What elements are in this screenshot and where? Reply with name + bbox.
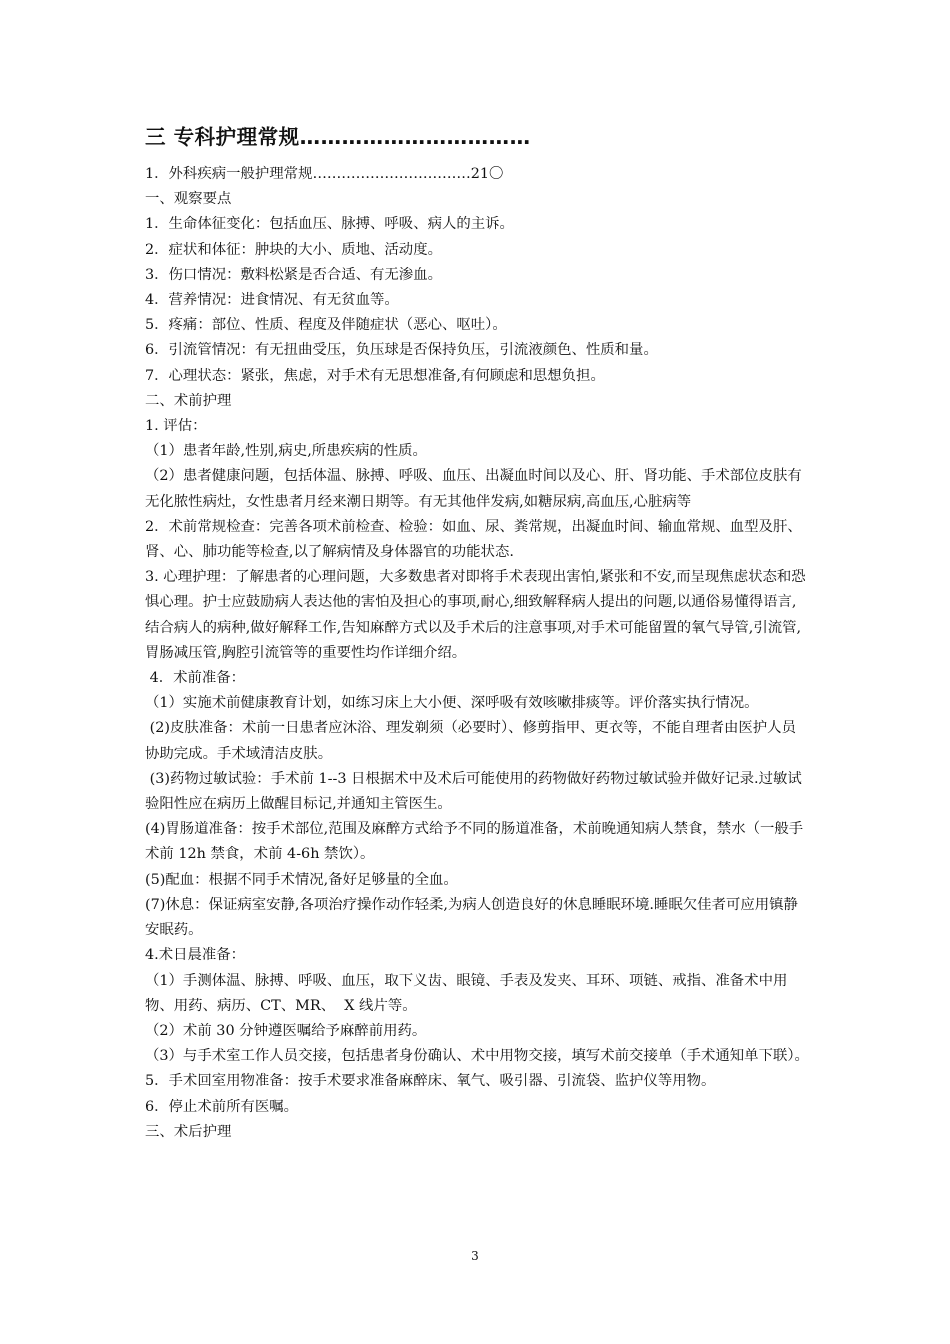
paragraph: （3）与手术室工作人员交接，包括患者身份确认、术中用物交接，填写术前交接单（手术通知单下联）。 — [145, 1048, 809, 1065]
paragraph: (4)胃肠道准备：按手术部位,范围及麻醉方式给予不同的肠道准备，术前晚通知病人禁食，禁水（一般手术前 12h 禁食，术前 4-6h 禁饮）。 — [145, 821, 804, 863]
section-heading: 三、术后护理 — [145, 1123, 232, 1140]
paragraph: 1．生命体征变化：包括血压、脉搏、呼吸、病人的主诉。 — [145, 216, 514, 233]
paragraph: （1）患者年龄,性别,病史,所患疾病的性质。 — [145, 443, 427, 460]
paragraph: 6．停止术前所有医嘱。 — [145, 1098, 299, 1115]
paragraph: 7．心理状态：紧张，焦虑，对手术有无思想准备,有何顾虑和思想负担。 — [145, 367, 605, 384]
body-text — [145, 162, 810, 1145]
paragraph: 4．术前准备： — [145, 670, 246, 687]
paragraph: 2．术前常规检查：完善各项术前检查、检验：如血、尿、粪常规，出凝血时间、输血常规、血型及肝、肾、心、肺功能等检查,以了解病情及身体器官的功能状态. — [145, 518, 802, 561]
paragraph: （1）实施术前健康教育计划，如练习床上大小便、深呼吸有效咳嗽排痰等。评价落实执行情况。 — [145, 695, 759, 712]
paragraph: 4.术日晨准备： — [145, 947, 246, 964]
paragraph: （1）手测体温、脉搏、呼吸、血压，取下义齿、眼镜、手表及发夹、耳环、项链、戒指、准备术中用物、用药、病历、CT、MR、 X 线片等。 — [145, 972, 788, 1014]
section-title: 三 专科护理常规…………………………… — [145, 125, 531, 149]
paragraph: (5)配血：根据不同手术情况,备好足够量的全血。 — [145, 871, 458, 888]
page-number: 3 — [471, 1249, 479, 1263]
section-heading: 一、观察要点 — [145, 191, 232, 208]
paragraph: (3)药物过敏试验：手术前 1--3 日根据术中及术后可能使用的药物做好药物过敏试验并做好记录.过敏试验阳性应在病历上做醒目标记,并通知主管医生。 — [145, 770, 802, 813]
toc-line: 1．外科疾病一般护理常规……………………………21〇 — [145, 166, 504, 182]
paragraph: 3．伤口情况：敷料松紧是否合适、有无渗血。 — [145, 266, 442, 283]
paragraph: 1. 评估： — [145, 418, 207, 435]
paragraph: (7)休息：保证病室安静,各项治疗操作动作轻柔,为病人创造良好的休息睡眠环境.睡眠欠佳者可应用镇静安眠药。 — [145, 896, 798, 939]
paragraph: （2）患者健康问题，包括体温、脉搏、呼吸、血压、出凝血时间以及心、肝、肾功能、手术部位皮肤有无化脓性病灶，女性患者月经来潮日期等。有无其他伴发病,如糖尿病,高血压,心脏病等 — [145, 468, 802, 510]
paragraph: 6．引流管情况：有无扭曲受压，负压球是否保持负压，引流液颜色、性质和量。 — [145, 342, 658, 359]
paragraph: 2．症状和体征：肿块的大小、质地、活动度。 — [145, 241, 442, 258]
paragraph: 4．营养情况：进食情况、有无贫血等。 — [145, 292, 399, 309]
paragraph: （2）术前 30 分钟遵医嘱给予麻醉前用药。 — [145, 1022, 427, 1039]
paragraph: 3. 心理护理：了解患者的心理问题，大多数患者对即将手术表现出害怕,紧张和不安,而呈现焦虑状态和恐惧心理。护士应鼓励病人表达他的害怕及担心的事项,耐心,细致解释病人提出的问题,以通俗易懂得语言,结合病人的病种,做好解释工作,告知麻醉方式以及手术后的注意事项,对手术可能留置的氧气导管,引流管,胃肠减压管,胸腔引流管等的重要性均作详细介绍。 — [145, 569, 806, 661]
section-heading: 二、术前护理 — [145, 392, 232, 409]
paragraph: 5．手术回室用物准备：按手术要求准备麻醉床、氧气、吸引器、引流袋、监护仪等用物。 — [145, 1073, 716, 1090]
paragraph: 5．疼痛：部位、性质、程度及伴随症状（恶心、呕吐）。 — [145, 317, 507, 334]
paragraph: (2)皮肤准备：术前一日患者应沐浴、理发剃须（必要时）、修剪指甲、更衣等，不能自理者由医护人员协助完成。手术域清洁皮肤。 — [145, 720, 796, 762]
